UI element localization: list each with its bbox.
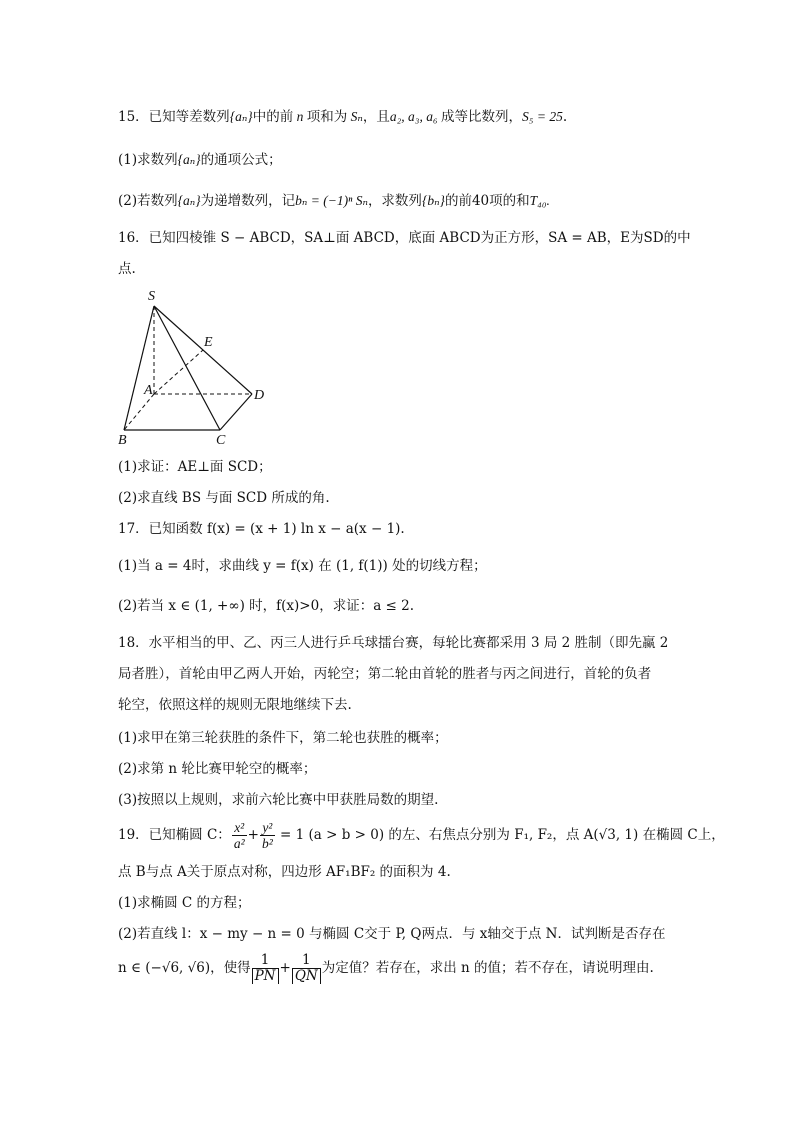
label-s: S: [148, 289, 155, 304]
p19-sub1: (1)求椭圆 C 的方程；: [118, 895, 251, 911]
frac-y2-b2: [260, 820, 275, 851]
p15-sub1-tail: 的通项公式；: [200, 152, 282, 168]
label-c: C: [216, 433, 226, 446]
frac4-den: QN: [292, 969, 321, 984]
p15-sub2-prefix: (2)若数列: [118, 193, 178, 209]
seq-a-n: {aₙ}: [229, 109, 253, 124]
p16-sub1: (1)求证：AE⊥面 SCD；: [118, 459, 272, 475]
frac3-num: 1: [252, 953, 279, 969]
p16-sub2: (2)求直线 BS 与面 SCD 所成的角.: [118, 490, 330, 506]
label-b: B: [118, 433, 127, 446]
seq-b-n: {bₙ}: [421, 193, 445, 208]
seq-a-n-3: {aₙ}: [177, 193, 201, 208]
label-d: D: [254, 388, 265, 403]
p15-stem: 15．已知等差数列{aₙ}中的前 n 项和为 Sₙ，且a₂, a₃, a₆ 成等比数列，S₅ = 25.: [118, 109, 568, 125]
edge-sc: [154, 306, 220, 430]
p15-sub2-mid1: 为递增数列，记: [200, 193, 296, 209]
p15-sub1-prefix: (1)求数列: [118, 152, 178, 168]
edge-cd: [220, 394, 252, 430]
label-a: A: [144, 383, 153, 398]
p19-line1: [118, 820, 725, 851]
p17-sub1: (1)当 a = 4时，求曲线 y = f(x) 在 (1, f(1)) 处的切线方程；: [118, 558, 487, 574]
frac1-den: a²: [233, 836, 245, 851]
label-e: E: [204, 335, 213, 350]
seq-a-n-2: {aₙ}: [177, 152, 201, 167]
p18-sub2: (2)求第 n 轮比赛甲轮空的概率；: [118, 761, 317, 777]
frac2-num: y²: [260, 820, 275, 836]
p15-sub2-mid2: ，求数列: [367, 193, 422, 209]
p15-bn-expr: bₙ = (−1)ⁿ Sₙ: [295, 193, 368, 208]
p19-line1-mid: = 1 (a > b > 0) 的左、右焦点分别为 F₁, F₂，点 A(√3, 1) 在椭圆 C上，: [275, 827, 725, 843]
p17-stem: 17．已知函数 f(x) = (x + 1) ln x − a(x − 1).: [118, 521, 405, 537]
p16-stem-line2: 点.: [118, 261, 136, 277]
p15-t40: T₄₀.: [529, 193, 550, 208]
p15-s5: S₅ = 25: [522, 109, 563, 124]
frac2-den: b²: [261, 836, 273, 851]
p18-line1: 18．水平相当的甲、乙、丙三人进行乒乓球擂台赛，每轮比赛都采用 3 局 2 胜制（即先赢 2: [118, 635, 669, 651]
frac3-den: PN: [252, 969, 279, 984]
p15-stem-mid3: ，且: [362, 109, 390, 125]
p15-stem-mid1: 中的前: [252, 109, 294, 125]
p15-stem-mid4: 成等比数列，: [441, 109, 523, 125]
frac4-num: 1: [292, 953, 321, 969]
p15-stem-prefix: 15．已知等差数列: [118, 109, 230, 125]
terms-a: a₂, a₃, a₆: [389, 109, 442, 124]
frac-x2-a2: [232, 820, 247, 851]
p19-sub2-line2-tail: 为定值？若存在，求出 n 的值；若不存在，请说明理由.: [321, 960, 654, 976]
frac1-num: x²: [232, 820, 247, 836]
p15-stem-mid2: 项和为: [306, 109, 348, 125]
p18-sub3: (3)按照以上规则，求前六轮比赛中甲获胜局数的期望.: [118, 792, 439, 808]
p15-sub2-tail: 的前40项的和: [444, 193, 530, 209]
pyramid-figure: [112, 286, 282, 446]
p15-sub1: [118, 151, 282, 169]
p19-line1-prefix: 19．已知椭圆 C：: [118, 827, 231, 843]
p18-line3: 轮空，依照这样的规则无限地继续下去.: [118, 697, 352, 713]
frac-1-pn: [252, 953, 279, 984]
frac-1-qn: [292, 953, 321, 984]
p19-sub2-line1: (2)若直线 l：x − my − n = 0 与椭圆 C交于 P, Q两点．与 x轴交于点 N．试判断是否存在: [118, 926, 666, 942]
var-n: n: [293, 109, 307, 124]
p19-line2: 点 B与点 A关于原点对称，四边形 AF₁BF₂ 的面积为 4.: [118, 864, 451, 880]
p19-sub2-line2-prefix: n ∈ (−√6, √6)，使得: [118, 960, 251, 976]
plus-sign: +: [247, 827, 259, 843]
p17-sub2: (2)若当 x ∈ (1, +∞) 时，f(x)>0，求证：a ≤ 2.: [118, 598, 415, 614]
p16-stem-line1: 16．已知四棱锥 S − ABCD，SA⊥面 ABCD，底面 ABCD为正方形，SA = AB，E为SD的中: [118, 230, 691, 246]
p15-sub2: [118, 192, 550, 210]
var-sn: Sₙ: [347, 109, 363, 124]
edge-ae: [154, 350, 203, 394]
p18-sub1: (1)求甲在第三轮获胜的条件下，第二轮也获胜的概率；: [118, 730, 448, 746]
p19-sub2-line2: n ∈ (−√6, √6)，使得 $\frac{1}{PN}$ + $\frac{1}{QN}$ 为定值？若存在，求出 n 的值；若不存在，请说明理由.: [118, 952, 654, 984]
p18-line2: 局者胜），首轮由甲乙两人开始，丙轮空；第二轮由首轮的胜者与丙之间进行，首轮的负者: [118, 666, 652, 682]
